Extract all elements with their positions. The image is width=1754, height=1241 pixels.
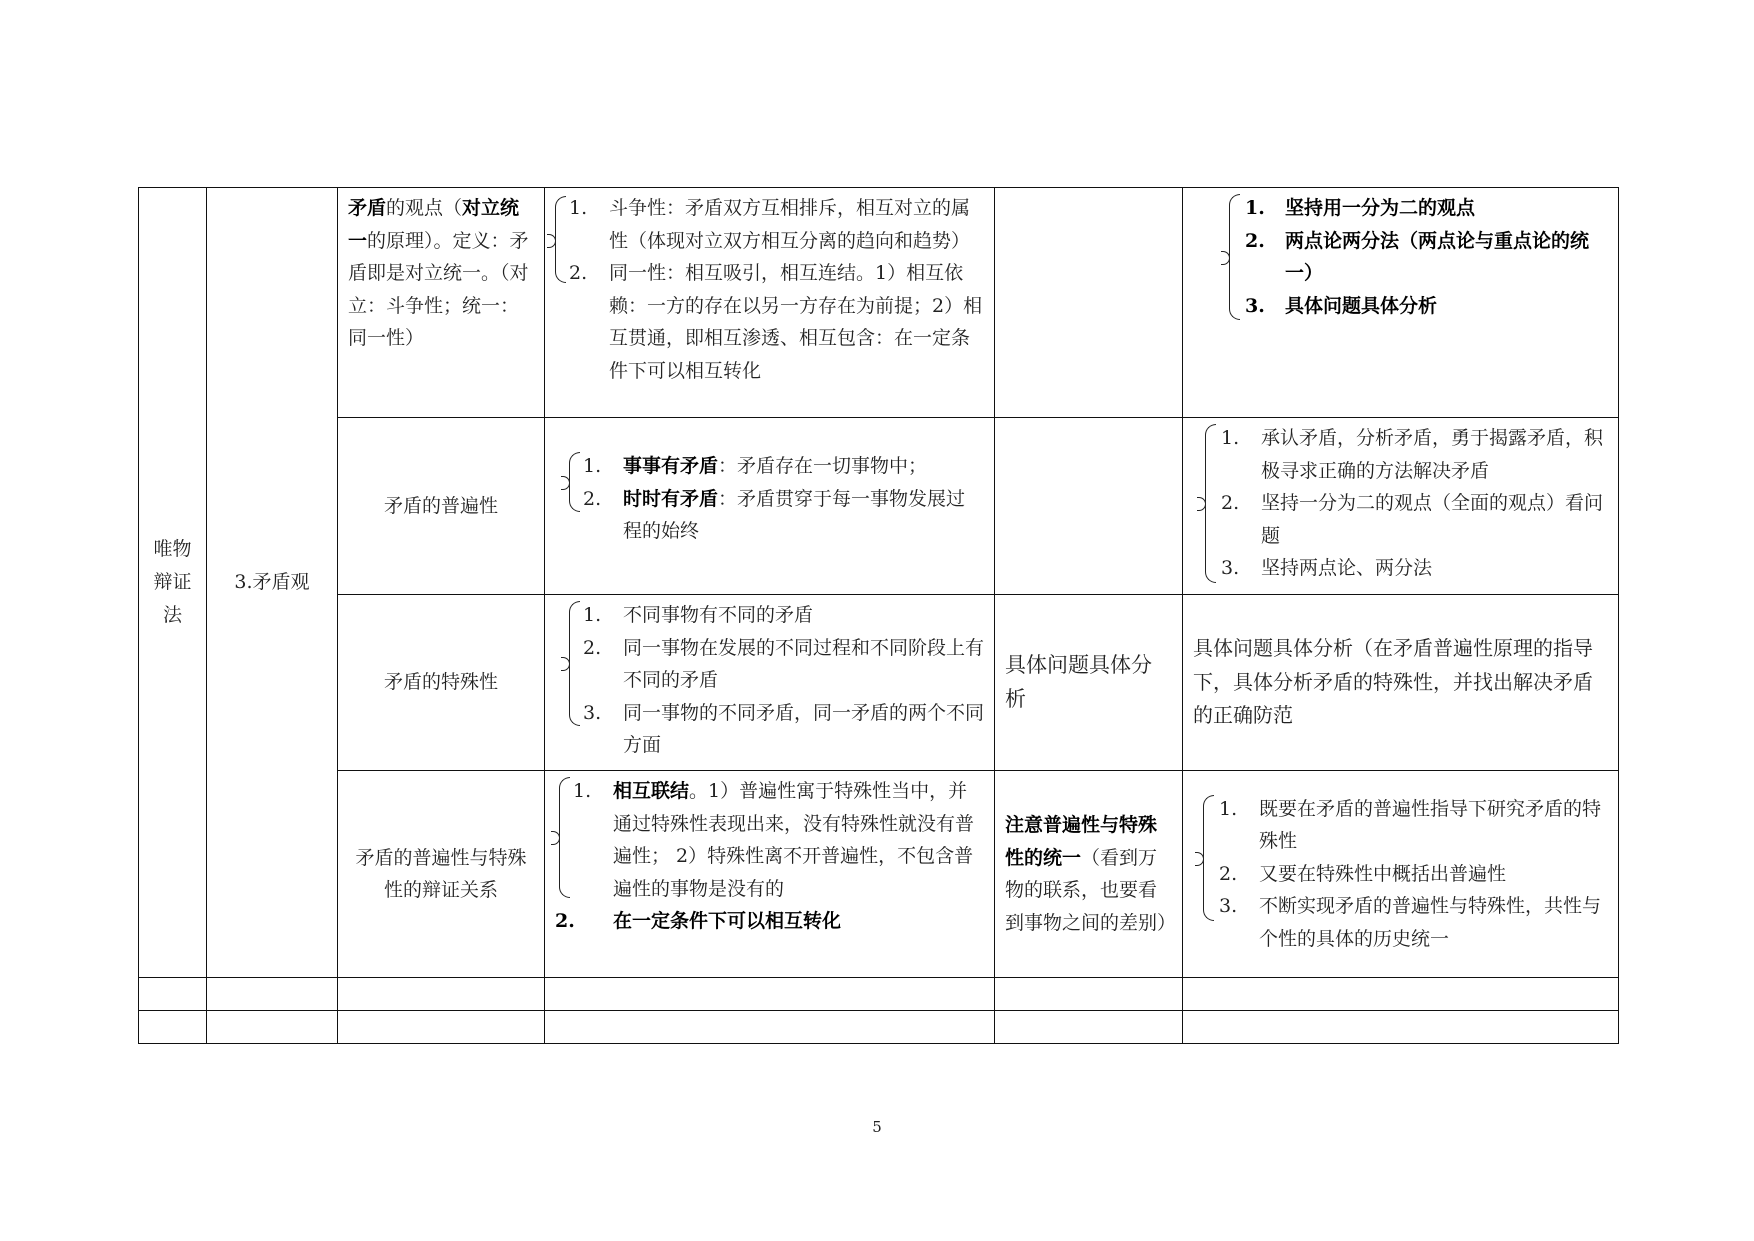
details-block xyxy=(555,450,984,548)
empty-cell xyxy=(207,1011,338,1044)
list-item xyxy=(569,257,984,387)
list-number: 1. xyxy=(1219,797,1238,820)
list-text: 同一事物的不同矛盾，同一矛盾的两个不同方面 xyxy=(623,701,985,756)
list-number: 2. xyxy=(1219,862,1238,885)
table-row xyxy=(139,595,1619,771)
empty-cell xyxy=(545,1011,995,1044)
method-cell xyxy=(995,418,1183,595)
list-number: 2. xyxy=(583,487,602,510)
requirements-block xyxy=(1193,422,1608,585)
list-number: 1. xyxy=(1221,427,1240,449)
list-item xyxy=(1219,890,1608,955)
details-list xyxy=(583,450,984,548)
empty-cell xyxy=(545,978,995,1011)
list-keyword: 时时有矛盾 xyxy=(623,487,719,510)
topic-heading-cell xyxy=(207,188,338,978)
concept-text: 矛盾的普遍性与特殊性的辩证关系 xyxy=(355,846,527,901)
table-row xyxy=(139,418,1619,595)
concept-cell xyxy=(338,188,545,418)
section-heading: 唯物辩证法 xyxy=(153,538,192,626)
requirements-list xyxy=(1245,192,1608,322)
empty-table-row xyxy=(139,1011,1619,1044)
list-text: ：矛盾贯穿于每一事物发展过程的始终 xyxy=(623,487,966,542)
page-number: 5 xyxy=(872,1118,882,1136)
list-number: 1. xyxy=(573,780,592,802)
requirements-cell xyxy=(1183,188,1619,418)
list-text: 坚持一分为二的观点（全面的观点）看问题 xyxy=(1261,492,1604,547)
list-item xyxy=(583,697,984,762)
list-number: 2. xyxy=(1245,229,1265,252)
list-number: 3. xyxy=(1219,895,1238,918)
details-cell xyxy=(545,418,995,595)
table-row xyxy=(139,771,1619,978)
concept-text: 矛盾的普遍性 xyxy=(383,494,498,517)
list-number: 3. xyxy=(583,701,602,724)
list-item xyxy=(1221,422,1608,487)
empty-cell xyxy=(1183,978,1619,1011)
list-text: 既要在矛盾的普遍性指导下研究矛盾的特殊性 xyxy=(1259,797,1602,853)
requirement-text: 具体问题具体分析（在矛盾普遍性原理的指导下，具体分析矛盾的特殊性，并找出解决矛盾的正确防范 xyxy=(1193,636,1593,728)
list-text: 两点论两分法（两点论与重点论的统一） xyxy=(1285,229,1590,284)
concept-text-part: 的原理）。定义：矛盾即是对立统一。（对立：斗争性；统一：同一性） xyxy=(348,229,529,349)
method-cell xyxy=(995,188,1183,418)
list-keyword: 在一定条件下可以相互转化 xyxy=(613,910,842,932)
list-keyword: 相互联结 xyxy=(613,780,690,802)
list-text: ：矛盾存在一切事物中； xyxy=(718,455,928,477)
list-text: 不断实现矛盾的普遍性与特殊性，共性与个性的具体的历史统一 xyxy=(1259,895,1602,950)
concept-text xyxy=(348,192,534,355)
method-text: （看到万物的联系，也要看到事物之间的差别） xyxy=(1005,846,1177,934)
concept-cell xyxy=(338,771,545,978)
requirements-list xyxy=(1221,422,1608,585)
left-brace-icon xyxy=(1203,795,1214,922)
details-block xyxy=(555,599,984,762)
list-text: 具体问题具体分析 xyxy=(1285,294,1438,317)
empty-cell xyxy=(139,978,207,1011)
concept-term-contradiction: 矛盾 xyxy=(348,197,387,219)
concept-term-unity: 对立统一 xyxy=(348,197,520,252)
list-number: 3. xyxy=(1221,557,1240,579)
empty-cell xyxy=(1183,1011,1619,1044)
list-item xyxy=(1219,858,1608,891)
list-text: 不同事物有不同的矛盾 xyxy=(623,604,814,626)
list-number: 2. xyxy=(555,910,575,932)
requirements-cell xyxy=(1183,595,1619,771)
empty-cell xyxy=(139,1011,207,1044)
list-number: 1. xyxy=(583,604,602,626)
empty-cell xyxy=(995,1011,1183,1044)
list-item xyxy=(583,599,984,632)
requirements-cell xyxy=(1183,418,1619,595)
requirements-cell xyxy=(1183,771,1619,978)
requirements-list xyxy=(1219,793,1608,956)
empty-cell xyxy=(338,978,545,1011)
details-list xyxy=(555,775,984,938)
list-keyword: 事事有矛盾 xyxy=(623,455,719,477)
list-number: 1. xyxy=(1245,197,1265,219)
list-number: 1. xyxy=(569,197,588,219)
list-item xyxy=(583,450,984,483)
list-item xyxy=(573,775,984,905)
method-cell xyxy=(995,771,1183,978)
left-brace-icon xyxy=(555,196,566,283)
empty-table-row xyxy=(139,978,1619,1011)
requirements-block xyxy=(1193,793,1608,956)
list-number: 2. xyxy=(583,636,602,659)
list-item xyxy=(583,483,984,548)
method-cell xyxy=(995,595,1183,771)
list-item xyxy=(1221,552,1608,585)
list-item xyxy=(569,192,984,257)
left-brace-icon xyxy=(559,777,570,898)
list-number: 3. xyxy=(1245,294,1265,317)
list-number: 2. xyxy=(569,262,588,284)
topic-heading: 3.矛盾观 xyxy=(234,571,310,594)
list-item xyxy=(1219,793,1608,858)
empty-cell xyxy=(207,978,338,1011)
details-cell xyxy=(545,188,995,418)
list-number: 2. xyxy=(1221,492,1240,514)
table-row xyxy=(139,188,1619,418)
left-brace-icon xyxy=(1205,424,1216,583)
empty-cell xyxy=(995,978,1183,1011)
knowledge-table xyxy=(138,187,1619,1044)
concept-text-part: 的观点（ xyxy=(386,197,463,219)
concept-cell xyxy=(338,418,545,595)
list-text: 斗争性：矛盾双方互相排斥，相互对立的属性（体现对立双方相互分离的趋向和趋势） xyxy=(609,197,971,252)
list-item xyxy=(1221,487,1608,552)
concept-text: 矛盾的特殊性 xyxy=(383,671,498,694)
details-list xyxy=(583,599,984,762)
list-text: 又要在特殊性中概括出普遍性 xyxy=(1259,862,1507,885)
concept-cell xyxy=(338,595,545,771)
details-list xyxy=(569,192,984,387)
list-text: 承认矛盾，分析矛盾，勇于揭露矛盾，积极寻求正确的方法解决矛盾 xyxy=(1261,427,1604,482)
requirements-block xyxy=(1193,192,1608,322)
list-number: 1. xyxy=(583,455,602,477)
list-text: 坚持用一分为二的观点 xyxy=(1285,197,1476,219)
details-block xyxy=(555,775,984,938)
left-brace-icon xyxy=(569,452,580,512)
left-brace-icon xyxy=(569,601,580,726)
method-keyword: 注意普遍性与特殊性的统一 xyxy=(1005,814,1158,869)
list-item xyxy=(1245,290,1608,323)
list-item xyxy=(583,632,984,697)
list-item xyxy=(1245,192,1608,225)
list-text: 。1）普遍性寓于特殊性当中，并通过特殊性表现出来，没有特殊性就没有普遍性； 2）特殊性离不开普遍性，不包含普遍性的事物是没有的 xyxy=(613,780,975,900)
details-cell xyxy=(545,595,995,771)
list-item xyxy=(1245,225,1608,290)
list-text: 同一性：相互吸引，相互连结。1）相互依赖：一方的存在以另一方存在为前提；2）相互贯通，即相互渗透、相互包含：在一定条件下可以相互转化 xyxy=(609,262,983,382)
left-brace-icon xyxy=(1229,194,1240,320)
list-item xyxy=(555,905,984,938)
list-text: 同一事物在发展的不同过程和不同阶段上有不同的矛盾 xyxy=(623,636,985,691)
empty-cell xyxy=(338,1011,545,1044)
details-cell xyxy=(545,771,995,978)
list-text: 坚持两点论、两分法 xyxy=(1261,557,1433,579)
details-block xyxy=(555,192,984,387)
method-text: 具体问题具体分析 xyxy=(1005,653,1152,711)
section-heading-cell xyxy=(139,188,207,978)
